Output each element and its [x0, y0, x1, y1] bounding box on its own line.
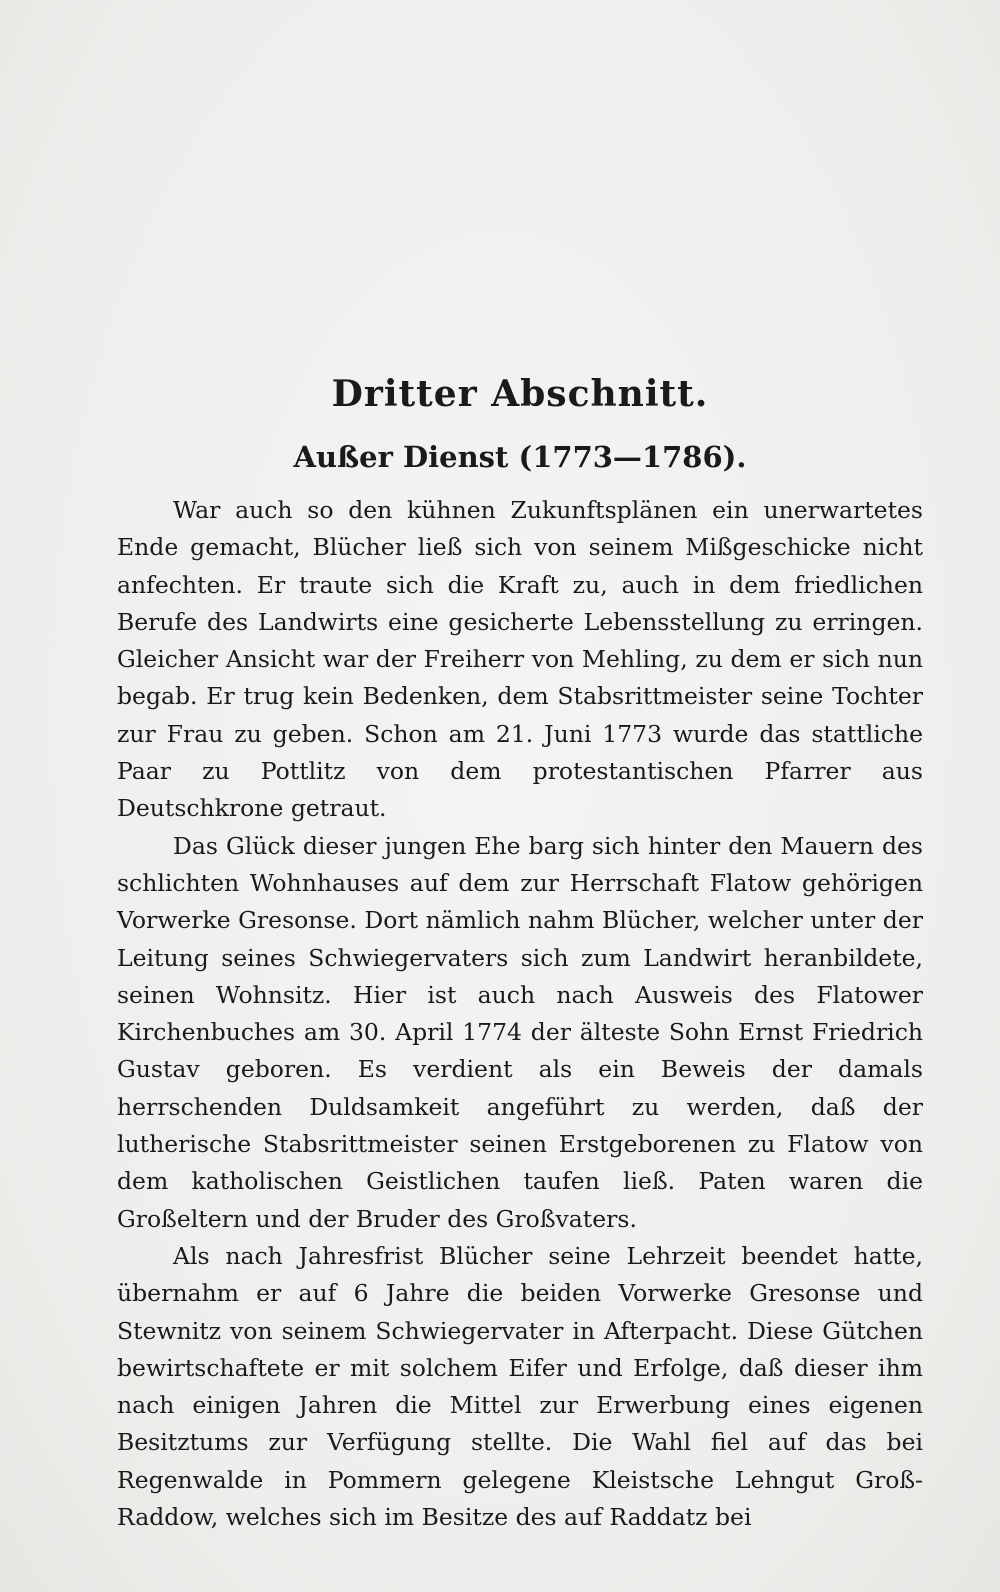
section-subheading: Außer Dienst (1773—1786). [293, 440, 747, 474]
page-content [117, 372, 923, 1536]
paragraph: Das Glück dieser jungen Ehe barg sich hinter den Mauern des schlichten Wohnhauses auf dem zur Herrschaft Flatow gehörigen Vorwerke Gresonse. Dort nämlich nahm Blücher, welcher unter der Leitung seines Schwiegervaters sich zum Landwirt heranbildete, seinen Wohnsitz. Hier ist auch nach Ausweis des Flatower Kirchenbuches am 30. April 1774 der älteste Sohn Ernst Friedrich Gustav geboren. Es verdient als ein Beweis der damals herrschenden Duldsamkeit angeführt zu werden, daß der lutherische Stabsrittmeister seinen Erstgeborenen zu Flatow von dem katholischen Geistlichen taufen ließ. Paten waren die Großeltern und der Bruder des Großvaters. [117, 831, 923, 1233]
section-heading: Dritter Abschnitt. [331, 373, 709, 415]
body-text [117, 492, 923, 1536]
paragraph: War auch so den kühnen Zukunftsplänen ein unerwartetes Ende gemacht, Blücher ließ sich von seinem Mißgeschicke nicht anfechten. Er traute sich die Kraft zu, auch in dem friedlichen Berufe des Landwirts eine gesicherte Lebensstellung zu erringen. Gleicher Ansicht war der Freiherr von Mehling, zu dem er sich nun begab. Er trug kein Bedenken, dem Stabsrittmeister seine Tochter zur Frau zu geben. Schon am 21. Juni 1773 wurde das stattliche Paar zu Pottlitz von dem protestantischen Pfarrer aus Deutschkrone getraut. [117, 496, 923, 823]
paragraph: Als nach Jahresfrist Blücher seine Lehrzeit beendet hatte, übernahm er auf 6 Jahre die beiden Vorwerke Gresonse und Stewnitz von seinem Schwiegervater in Afterpacht. Diese Gütchen bewirtschaftete er mit solchem Eifer und Erfolge, daß dieser ihm nach einigen Jahren die Mittel zur Erwerbung eines eigenen Besitztums zur Verfügung stellte. Die Wahl fiel auf das bei Regenwalde in Pommern gelegene Kleistsche Lehngut Groß-Raddow, welches sich im Besitze des auf Raddatz bei [117, 1241, 923, 1532]
